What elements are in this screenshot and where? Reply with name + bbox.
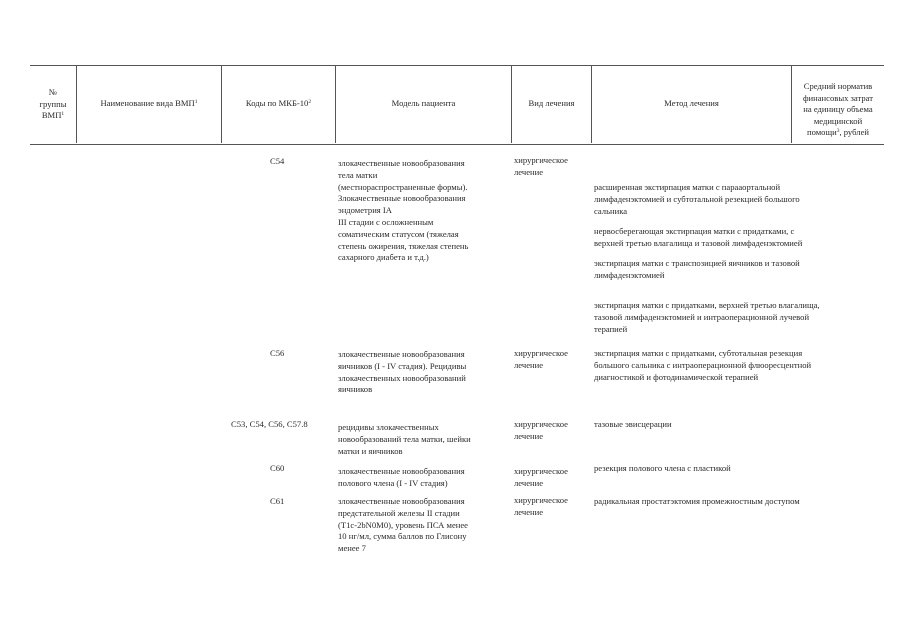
header-treatment-method: Метод лечения <box>664 98 719 108</box>
header-patient-model: Модель пациента <box>391 98 456 108</box>
header-icd-codes: Коды по МКБ-$10^2$ <box>245 98 312 108</box>
icd-code: C53, C54, C56, C57.8 <box>231 419 308 429</box>
treatment-method: экстирпация матки с придатками, верхней третью влагалища, тазовой лимфаденэктомией и интраоперационной лучевой терапией <box>594 300 820 334</box>
patient-model: злокачественные новообразования яичников (I - IV стадия). Рецидивы злокачественных новообразований яичников <box>338 349 467 395</box>
treatment-method: нервосберегающая экстирпация матки с придатками, с верхней третью влагалища и тазовой лимфаденэктомией <box>594 226 803 248</box>
patient-model: злокачественные новообразования тела матки (местнораспространенные формы). Злокачественные новообразования эндометрия IA III стадии с осложненным соматическим статусом (тяжелая степень ожирения, тяжелая степень сахарного диабета и т.д.) <box>338 158 469 263</box>
treatment-type: хирургическое лечение <box>514 466 568 488</box>
treatment-method: резекция полового члена с пластикой <box>594 463 731 473</box>
icd-code: C61 <box>270 496 285 506</box>
icd-code: C56 <box>270 348 285 358</box>
header-cost-standard: Средний норматив финансовых затрат на единицу объема медицинской помощи$^3$, рублей <box>802 81 874 137</box>
icd-code: C54 <box>270 156 285 166</box>
treatment-type: хирургическое лечение <box>514 419 568 441</box>
treatment-method: расширенная экстирпация матки с парааортальной лимфаденэктомией и субтотальной резекцией большого сальника <box>594 182 800 216</box>
treatment-type: хирургическое лечение <box>514 495 568 517</box>
treatment-method: радикальная простатэктомия промежностным доступом <box>594 496 800 506</box>
patient-model: злокачественные новообразования предстательной железы II стадии (T1c-2bN0M0), уровень ПСА менее 10 нг/мл, сумма баллов по Глисону менее 7 <box>338 496 469 554</box>
icd-code: C60 <box>270 463 285 473</box>
header-vmp-name: Наименование вида ВМП$^1$ <box>100 98 198 108</box>
patient-model: рецидивы злокачественных новообразований тела матки, шейки матки и яичников <box>338 422 471 456</box>
header-treatment-type: Вид лечения <box>528 98 575 108</box>
header-group-number: № группы ВМП$^1$ <box>39 87 67 120</box>
treatment-method: тазовые эвисцерации <box>594 419 672 429</box>
treatment-method: экстирпация матки с транспозицией яичников и тазовой лимфаденэктомией <box>594 258 800 280</box>
treatment-method: экстирпация матки с придатками, субтотальная резекция большого сальника с интраоперационной флюоресцентной диагностикой и фотодинамической терапией <box>594 348 812 382</box>
patient-model: злокачественные новообразования полового члена (I - IV стадия) <box>338 466 465 488</box>
treatment-type: хирургическое лечение <box>514 155 568 177</box>
treatment-type: хирургическое лечение <box>514 348 568 370</box>
